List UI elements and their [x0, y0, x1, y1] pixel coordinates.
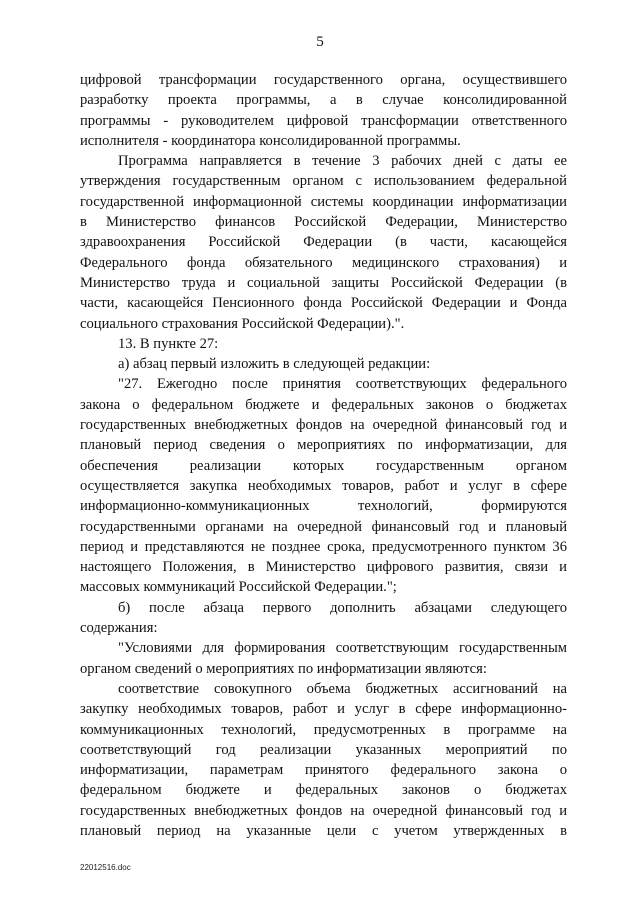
text-line: период и представляются не позднее срока, предусмотренного пунктом 36: [80, 538, 567, 555]
text-line: федеральном бюджете и федеральных законов о бюджетах: [80, 782, 567, 799]
text-line: здравоохранения Российской Федерации (в части, касающейся: [80, 234, 567, 251]
paragraph-first-line: 13. В пункте 27:: [118, 335, 219, 352]
text-line: информатизации, параметрам принятого федерального закона о: [80, 762, 567, 779]
paragraph-first-line: Программа направляется в течение 3 рабочих дней с даты ее: [118, 153, 567, 170]
text-line: осуществляется закупка необходимых товаров, работ и услуг в сфере: [80, 477, 567, 494]
document-body: [80, 70, 567, 841]
text-line: исполнителя - координатора консолидированной программы.: [80, 132, 461, 149]
text-line: государственными органами на очередной финансовый год и плановый: [80, 518, 567, 535]
paragraph-first-line: а) абзац первый изложить в следующей редакции:: [118, 356, 431, 373]
text-line: органом сведений о мероприятиях по информатизации являются:: [80, 660, 487, 677]
text-line: социального страхования Российской Федерации).".: [80, 315, 405, 332]
text-line: обеспечения реализации которых государственным органом: [80, 457, 567, 474]
text-line: части, касающейся Пенсионного фонда Российской Федерации и Фонда: [80, 295, 567, 312]
text-line: государственных внебюджетных фондов на очередной финансовый год и: [80, 802, 567, 819]
paragraph-first-line: "27. Ежегодно после принятия соответствующих федерального: [118, 376, 567, 393]
text-line: коммуникационных технологий, предусмотренных в программе на: [80, 721, 567, 738]
paragraph-first-line: соответствие совокупного объема бюджетных ассигнований на: [118, 680, 567, 697]
text-line: массовых коммуникаций Российской Федерации.";: [80, 579, 397, 596]
text-line: государственной информационной системы координации информатизации: [80, 193, 567, 210]
text-line: утверждения государственным органом с использованием федеральной: [80, 173, 567, 190]
paragraph-first-line: б) после абзаца первого дополнить абзацами следующего: [118, 599, 567, 616]
text-line: цифровой трансформации государственного органа, осуществившего: [80, 72, 567, 88]
footer-file-name: 22012516.doc: [80, 863, 131, 872]
paragraph-first-line: "Условиями для формирования соответствующим государственным: [118, 640, 567, 657]
text-line: плановый период на указанные цели с учетом утвержденных в: [80, 822, 567, 839]
page-number: 5: [316, 34, 324, 50]
text-line: настоящего Положения, в Министерство цифрового развития, связи и: [80, 559, 567, 576]
text-line: Федерального фонда обязательного медицинского страхования) и: [80, 254, 567, 271]
text-line: государственных внебюджетных фондов на очередной финансовый год и: [80, 417, 567, 434]
text-line: содержания:: [80, 620, 158, 637]
text-line: соответствующий год реализации указанных мероприятий по: [80, 741, 567, 758]
text-line: в Министерство финансов Российской Федерации, Министерство: [80, 214, 567, 231]
text-line: плановый период сведения о мероприятиях по информатизации, для: [80, 437, 567, 454]
text-line: программы - руководителем цифровой трансформации ответственного: [80, 112, 567, 129]
text-line: разработку проекта программы, а в случае консолидированной: [80, 92, 567, 109]
text-line: закупку необходимых товаров, работ и услуг в сфере информационно-: [80, 701, 567, 718]
text-line: информационно-коммуникационных технологий, формируются: [80, 498, 567, 515]
text-line: закона о федеральном бюджете и федеральных законов о бюджетах: [80, 396, 567, 413]
text-line: Министерство труда и социальной защиты Российской Федерации (в: [80, 274, 567, 291]
